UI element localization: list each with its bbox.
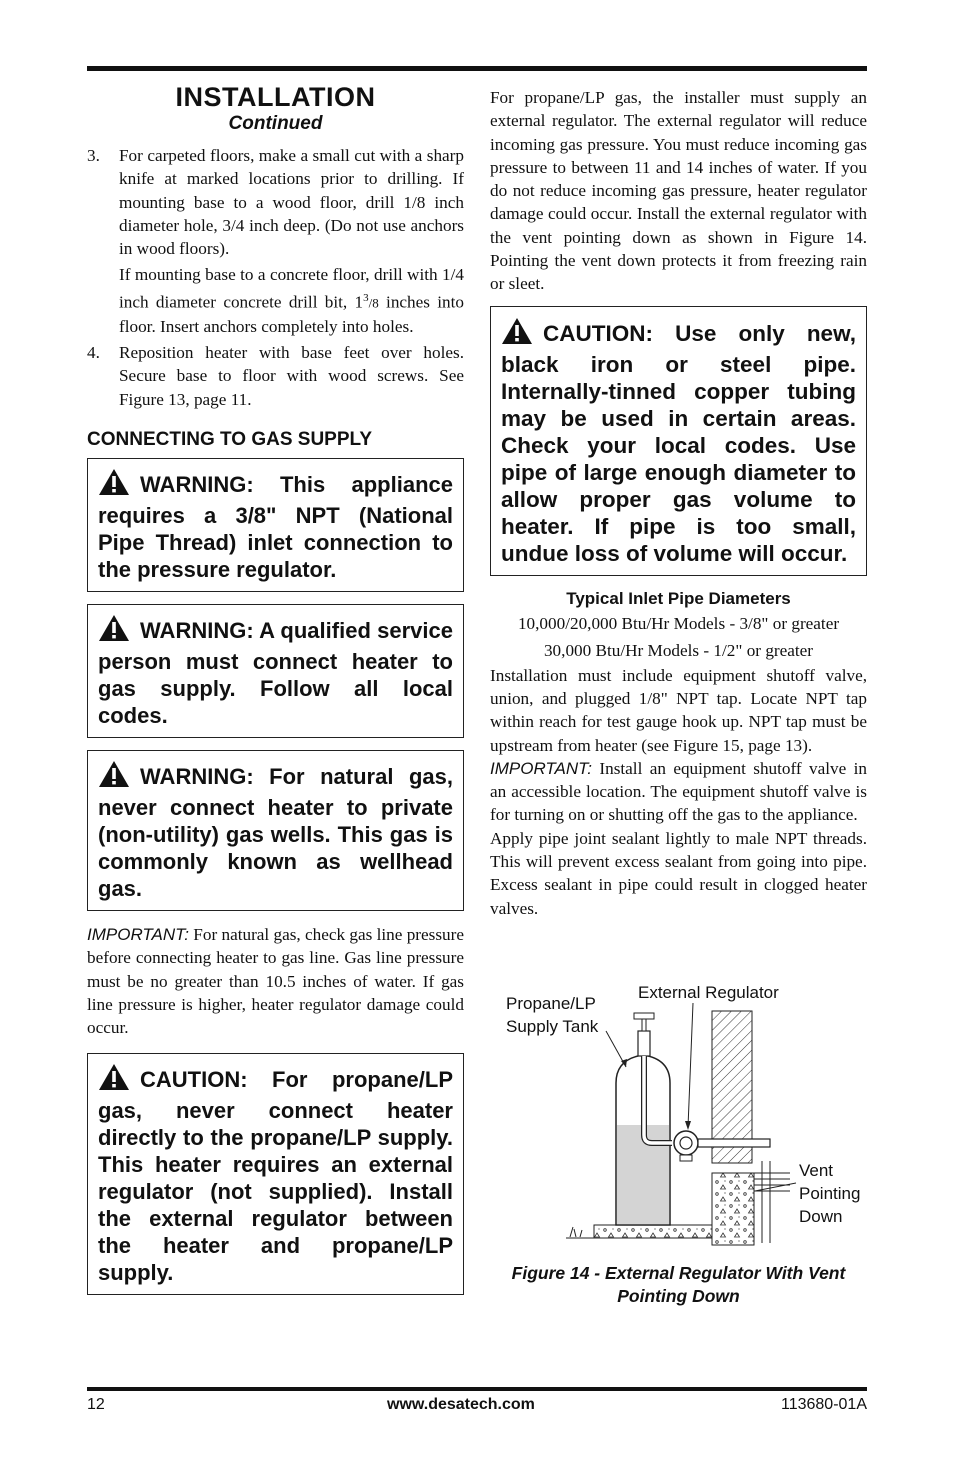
warning-text: WARNING: For natural gas, never connect heater to private (non-utility) gas wells. This gas is commonly known as wellhead gas. [98,764,453,901]
sealant-paragraph: Apply pipe joint sealant lightly to male NPT threads. This will prevent excess sealant from going into pipe. Excess sealant in pipe could result in clogged heater valves. [490,828,867,918]
warning-box-qualified [87,604,464,738]
important-text: For natural gas, check gas line pressure before connecting heater to gas line. Gas line pressure must be no greater than 10.5 inches of water. If gas line pressure is higher, heater regulator damage could occur. [87,925,464,1038]
step-number: 3. [87,146,100,165]
important-natural-gas [87,923,464,1039]
important-text: Install an equipment shutoff valve in an accessible location. The equipment shutoff valve is for turning on or shutting off the gas to the appliance. [490,758,867,825]
warning-triangle-icon [98,468,130,502]
warning-text: WARNING: A qualified service person must connect heater to gas supply. Follow all local codes. [98,618,453,728]
step-3-concrete-note [87,263,464,338]
figure-14-diagram [490,975,867,1255]
pipe-table-row: 30,000 Btu/Hr Models - 1/2" or greater [543,640,814,660]
important-shutoff-valve [490,757,867,827]
warning-triangle-icon [98,1063,130,1097]
foundation [712,1173,754,1245]
warning-triangle-icon [98,760,130,794]
right-column [490,86,867,920]
propane-regulator-paragraph: For propane/LP gas, the installer must supply an external regulator. The external regulator will reduce incoming gas pressure. You must reduce incoming gas pressure to between 11 and 14 inches of water. If you do not reduce incoming gas pressure, heater regulator damage could occur. Install the external regulator with the vent pointing down as shown in Figure 14. Pointing the vent down protects it from freezing rain or sleet. [490,88,867,294]
warning-box-npt [87,458,464,592]
label-vent: Vent [799,1161,834,1180]
document-code: 113680-01A [781,1396,867,1413]
warning-box-wellhead [87,750,464,911]
label-vent: Pointing [799,1184,861,1203]
pipe-table-row: 10,000/20,000 Btu/Hr Models - 3/8" or greater [517,613,840,633]
warning-triangle-icon [98,614,130,648]
figure-caption [490,1262,867,1308]
section-heading: CONNECTING TO GAS SUPPLY [87,429,373,450]
footer-url[interactable]: www.desatech.com [387,1396,535,1413]
label-tank: Propane/LP [506,994,596,1013]
wall-pipe [698,1139,770,1147]
left-column [87,82,464,1307]
warning-text: WARNING: This appliance requires a 3/8" NPT (National Pipe Thread) inlet connection to the pressure regulator. [98,472,453,582]
step-4 [87,341,464,411]
caution-text: CAUTION: For propane/LP gas, never connect heater directly to the propane/LP supply. This heater requires an external regulator (not supplied). Install the external regulator between the heater and propane/LP supply. [98,1067,453,1286]
installation-requirements-paragraph: Installation must include equipment shutoff valve, union, and plugged 1/8" NPT tap. Locate NPT tap within reach for test gauge hook up. NPT tap must be upstream from heater (see Figure 15, page 13). [490,665,867,755]
step-number: 4. [87,343,100,363]
bottom-rule [87,1387,867,1391]
label-tank: Supply Tank [506,1017,599,1036]
pipe-table-title: Typical Inlet Pipe Diameters [566,588,791,608]
fraction-numerator: 3 [363,291,369,304]
important-label: IMPORTANT: [490,758,592,778]
concrete-note-text: If mounting base to a concrete floor, drill with 1/4 inch diameter concrete drill bit, 1 [119,265,464,312]
caption-line: Pointing Down [617,1286,740,1306]
label-vent: Down [799,1207,843,1226]
page-subtitle: Continued [228,113,323,134]
caption-line: Figure 14 - External Regulator With Vent [511,1263,846,1283]
step-text: Reposition heater with base feet over holes. Secure base to floor with wood screws. See Figure 13, page 11. [119,343,464,409]
top-rule [87,66,867,71]
concrete-note-text-end: inches into floor. Insert anchors completely into holes. [119,292,465,336]
caution-box-propane [87,1053,464,1295]
caution-text: CAUTION: Use only new, black iron or steel pipe. Internally-tinned copper tubing may be used in certain areas. Check your local codes. Use pipe of large enough diameter to allow proper gas volume to heater. If pipe is too small, undue loss of volume will occur. [501,320,856,566]
warning-triangle-icon [501,317,533,351]
label-regulator: External Regulator [638,983,779,1002]
step-3 [87,144,464,260]
important-label: IMPORTANT: [87,925,189,944]
fraction-denominator: /8 [368,295,379,311]
caution-box-pipe [490,306,867,576]
step-text: For carpeted floors, make a small cut with a sharp knife at marked locations prior to drilling. If mounting base to a wood floor, drill 1/8 inch diameter hole, 3/4 inch deep. (Do not use anchors in wood floors). [119,146,464,259]
page-title: INSTALLATION [175,82,376,112]
ground-slab [594,1225,712,1238]
page-number: 12 [87,1396,105,1413]
